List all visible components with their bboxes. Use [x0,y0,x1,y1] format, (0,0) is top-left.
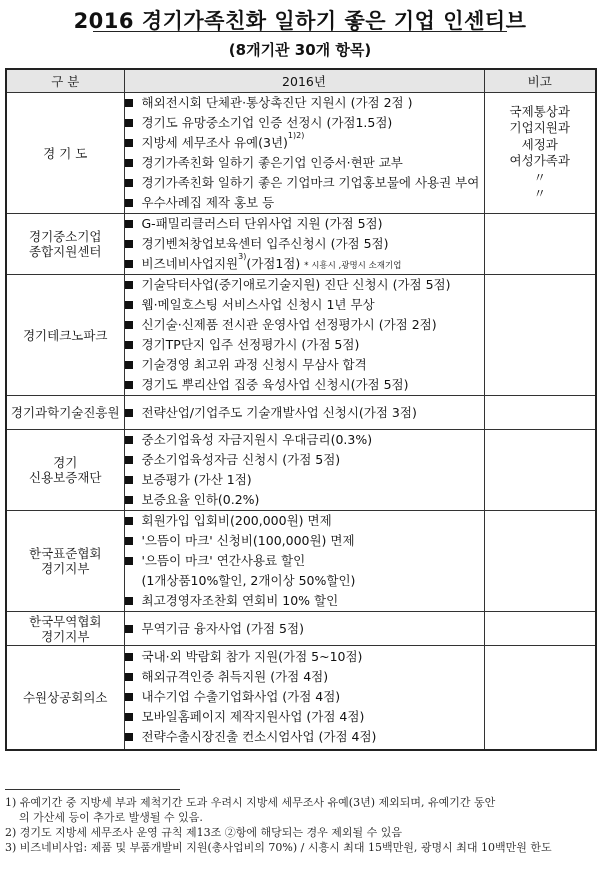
item-text [142,254,402,276]
list-item [125,551,484,571]
square-bullet-icon [125,199,133,207]
list-item [125,335,484,355]
incentive-table [5,68,597,751]
list-item [125,531,484,551]
square-bullet-icon [125,597,133,605]
org-name-line: 종합지원센터 [29,244,102,259]
item-label: 보증요율 인하(0.2%) [141,492,260,507]
square-bullet-icon [125,301,133,309]
table-row [6,93,596,214]
item-text [142,173,480,193]
item-text [142,647,363,667]
item-text [142,687,341,707]
item-text [142,551,306,571]
square-bullet-icon [125,409,133,417]
footnote-divider [5,789,180,790]
table-row [6,396,596,430]
item-label: 지방세 세무조사 유예(3년) [141,135,288,150]
footnote: 1) 유예기간 중 지방세 부과 제척기간 도과 우려시 지방세 세무조사 유예(3년) 제외되며, 유예기간 동안 [5,796,496,809]
note-line: 국제통상과 [509,103,570,119]
org-name-line: 경기중소기업 [29,229,102,244]
item-text [142,571,356,591]
item-text [142,470,252,490]
square-bullet-icon [125,281,133,289]
item-label: 우수사례집 제작 홍보 등 [141,195,275,210]
item-text [142,727,377,747]
item-text [142,193,275,213]
list-item [125,687,484,707]
list-item [125,234,484,254]
square-bullet-icon [125,625,133,633]
item-label: 중소기업육성자금 신청시 (가점 5점) [141,452,341,467]
note-line: 〃 [533,186,546,201]
list-item [125,93,484,113]
list-item [125,133,484,153]
list-item [125,295,484,315]
list-item [125,591,484,611]
list-item [125,275,484,295]
page-title: 2016 경기가족친화 일하기 좋은 기업 인센티브 [73,9,527,33]
item-text [142,234,389,254]
note-cell [484,275,596,396]
square-bullet-icon [125,381,133,389]
note-cell [484,612,596,646]
item-label: 무역기금 융자사업 (가점 5점) [141,620,304,636]
item-text [142,275,451,295]
footnote-ref: 1)2) [287,131,305,140]
item-label: 중소기업육성 자금지원시 우대금리(0.3%) [141,432,373,447]
item-text [142,315,437,335]
item-text [142,490,260,510]
table-row [6,646,596,750]
header-category: 구 분 [6,69,124,93]
item-label: 경기TP단지 입주 선정평가시 (가점 5점) [141,337,360,352]
org-name-line: 한국무역협회 [29,613,102,629]
square-bullet-icon [125,139,133,147]
items-cell [124,93,484,214]
list-item [125,707,484,727]
square-bullet-icon [125,341,133,349]
org-name-line: 경기지부 [41,561,90,576]
note-cell [484,396,596,430]
item-suffix: (가점1점) [246,256,301,271]
list-item [125,430,484,450]
item-label: 최고경영자조찬회 연회비 10% 할인 [141,593,339,608]
table-row [6,275,596,396]
items-cell [124,430,484,511]
list-item [125,173,484,193]
square-bullet-icon [125,436,133,444]
list-item [125,450,484,470]
org-name-cell [6,612,124,646]
list-item [125,375,484,395]
list-item [125,153,484,173]
footnote-ref: 3) [238,252,247,261]
square-bullet-icon [125,260,133,268]
org-name-line: 경기 [53,455,78,470]
org-name-line: 신용보증재단 [29,470,102,485]
items-cell [124,646,484,750]
square-bullet-icon [125,537,133,545]
org-name-line: 경기테크노파크 [22,327,108,343]
square-bullet-icon [125,361,133,369]
item-label: 해외규격인증 취득지원 (가점 4점) [141,669,329,685]
item-text [142,619,304,639]
item-text [142,295,375,315]
list-item [125,727,484,747]
note-line: 기업지원과 [509,120,570,135]
item-label: 비즈네비사업지원 [141,256,239,271]
item-label: 경기가족친화 일하기 좋은 기업마크 기업홍보물에 사용권 부여 [141,175,480,190]
title-underline [93,31,507,32]
item-text [142,335,360,355]
item-text [142,93,413,113]
item-label: 경기도 유망중소기업 인증 선정시 (가점1.5점) [141,115,393,130]
item-label: 경기도 뿌리산업 집중 육성사업 신청시(가점 5점) [141,377,409,392]
item-text [142,355,367,375]
item-label: '으뜸이 마크' 신청비(100,000원) 면제 [141,533,355,548]
item-label: 경기가족친화 일하기 좋은기업 인증서·현판 교부 [141,155,403,170]
footnote: 3) 비즈네비사업: 제품 및 부품개발비 지원(총사업비의 70%) / 시흥시 최대 15백만원, 광명시 최대 10백만원 한도 [5,841,552,854]
item-label: 기술경영 최고위 과정 신청시 무삼사 합격 [141,357,367,372]
table-row [6,511,596,612]
note-line: 여성가족과 [509,153,570,168]
square-bullet-icon [125,517,133,525]
note-line: 〃 [533,169,546,185]
item-label: 기술닥터사업(중기애로기술지원) 진단 신청시 (가점 5점) [141,277,451,292]
org-name-line: 한국표준협회 [29,546,102,561]
item-label: (1개상품10%할인, 2개이상 50%할인) [141,573,356,588]
square-bullet-icon [125,99,133,107]
list-item [125,511,484,531]
list-item [125,254,484,274]
table-row [6,612,596,646]
items-cell [124,612,484,646]
item-label: 모바일홈페이지 제작지원사업 (가점 4점) [141,709,365,725]
square-bullet-icon [125,733,133,741]
list-item [125,193,484,213]
square-bullet-icon [125,159,133,167]
item-text [142,133,305,153]
item-text [142,375,409,395]
list-item [125,667,484,687]
org-name-line: 경기과학기술진흥원 [10,405,120,420]
item-text [142,591,339,611]
item-text [142,450,341,470]
table-row [6,430,596,511]
square-bullet-icon [125,673,133,681]
items-cell [124,511,484,612]
footnotes [5,795,600,855]
item-label: 해외전시회 단체관·통상촉진단 지원시 (가점 2점 ) [141,95,413,110]
square-bullet-icon [125,179,133,187]
item-text [142,153,403,173]
header-year: 2016년 [124,69,484,93]
list-item [125,315,484,335]
item-label: 웹·메일호스팅 서비스사업 신청시 1년 무상 [141,297,375,312]
item-label: 국내·외 박람회 참가 지원(가점 5~10점) [141,649,363,665]
org-name-cell [6,93,124,214]
footnote: 2) 경기도 지방세 세무조사 운영 규칙 제13조 ②항에 해당되는 경우 제외될 수 있음 [5,826,403,839]
square-bullet-icon [125,240,133,248]
square-bullet-icon [125,220,133,228]
org-name-cell [6,214,124,275]
item-text [142,531,355,551]
list-item [125,470,484,490]
list-item [125,619,484,639]
org-name-cell [6,396,124,430]
item-label: 경기벤처창업보육센터 입주신청시 (가점 5점) [141,236,389,251]
item-label: 전략수출시장진출 컨소시엄사업 (가점 4점) [141,729,377,745]
item-label: 보증평가 (가산 1점) [141,472,252,487]
table-row [6,214,596,275]
item-text [142,511,332,531]
square-bullet-icon [125,653,133,661]
item-label: 전략산업/기업주도 기술개발사업 신청시(가점 3점) [141,404,417,420]
list-item [125,571,484,591]
square-bullet-icon [125,119,133,127]
item-text [142,707,365,727]
list-item [125,214,484,234]
table-header-row [6,69,596,93]
list-item [125,647,484,667]
list-item [125,113,484,133]
list-item [125,490,484,510]
item-text [142,403,417,423]
note-cell [484,93,596,214]
item-label: 신기술·신제품 전시관 운영사업 선정평가시 (가점 2점) [141,317,437,332]
items-cell [124,396,484,430]
footnote: 의 가산세 등이 추가로 발생될 수 있음. [5,811,203,824]
org-name-cell [6,646,124,750]
square-bullet-icon [125,557,133,565]
item-label: 회원가입 입회비(200,000원) 면제 [141,513,332,528]
page-subtitle: (8개기관 30개 항목) [228,41,372,59]
square-bullet-icon [125,321,133,329]
item-label: '으뜸이 마크' 연간사용료 할인 [141,553,306,568]
item-text [142,113,393,133]
item-text [142,214,383,234]
square-bullet-icon [125,496,133,504]
org-name-line: 경 기 도 [43,145,88,161]
item-label: 내수기업 수출기업화사업 (가점 4점) [141,689,341,705]
square-bullet-icon [125,476,133,484]
item-small-note: * 시흥시 ,광명시 소재기업 [304,261,402,271]
org-name-line: 경기지부 [41,628,90,644]
note-cell [484,511,596,612]
items-cell [124,214,484,275]
note-cell [484,430,596,511]
org-name-cell [6,275,124,396]
item-text [142,667,329,687]
note-cell [484,646,596,750]
note-cell [484,214,596,275]
header-note: 비고 [484,69,596,93]
list-item [125,403,484,423]
org-name-line: 수원상공회의소 [22,689,108,705]
square-bullet-icon [125,713,133,721]
item-label: G-패밀리클러스터 단위사업 지원 (가점 5점) [141,216,383,231]
org-name-cell [6,430,124,511]
list-item [125,355,484,375]
org-name-cell [6,511,124,612]
item-text [142,430,373,450]
square-bullet-icon [125,693,133,701]
note-line: 세정과 [521,136,558,152]
square-bullet-icon [125,456,133,464]
items-cell [124,275,484,396]
